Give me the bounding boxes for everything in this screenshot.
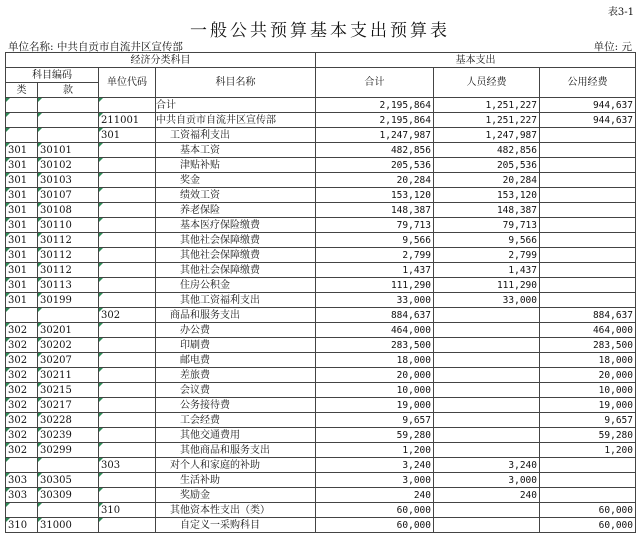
kuan-cell: 30199 (38, 293, 99, 308)
personnel-cell: 79,713 (434, 218, 540, 233)
econ-class-header: 经济分类科目 (6, 53, 316, 68)
table-row (6, 383, 636, 398)
table-row (6, 428, 636, 443)
subject-name-cell: 其他交通费用 (156, 428, 316, 443)
unit-code-cell (99, 248, 156, 263)
public-cell (540, 203, 636, 218)
lei-cell: 302 (6, 338, 38, 353)
unit-code-cell (99, 233, 156, 248)
total-cell: 2,195,864 (316, 113, 434, 128)
unit-code-cell (99, 98, 156, 113)
table-body (6, 98, 636, 533)
kuan-cell: 30101 (38, 143, 99, 158)
table-row (6, 443, 636, 458)
table-row (6, 128, 636, 143)
subject-name-cell: 工会经费 (156, 413, 316, 428)
subject-name-cell: 其他工资福利支出 (156, 293, 316, 308)
lei-cell: 302 (6, 383, 38, 398)
subject-code-header: 科目编码 (6, 68, 99, 83)
public-cell (540, 143, 636, 158)
personnel-cell: 240 (434, 488, 540, 503)
table-number: 表3-1 (607, 7, 634, 18)
personnel-cell: 1,251,227 (434, 113, 540, 128)
personnel-cell: 9,566 (434, 233, 540, 248)
table-row (6, 173, 636, 188)
lei-cell: 301 (6, 278, 38, 293)
public-cell (540, 233, 636, 248)
table-row (6, 218, 636, 233)
personnel-cell: 205,536 (434, 158, 540, 173)
subject-name-cell: 办公费 (156, 323, 316, 338)
kuan-header: 款 (38, 83, 99, 98)
lei-cell: 302 (6, 368, 38, 383)
kuan-cell: 30112 (38, 233, 99, 248)
subject-name-cell: 其他资本性支出（类） (156, 503, 316, 518)
subject-name-cell: 会议费 (156, 383, 316, 398)
kuan-cell: 30215 (38, 383, 99, 398)
unit-code-cell (99, 263, 156, 278)
table-row (6, 203, 636, 218)
total-cell: 111,290 (316, 278, 434, 293)
subject-name-cell: 养老保险 (156, 203, 316, 218)
personnel-cell: 482,856 (434, 143, 540, 158)
total-header: 合计 (316, 68, 434, 98)
table-row (6, 98, 636, 113)
table-row (6, 248, 636, 263)
unit-code-cell (99, 338, 156, 353)
lei-cell: 301 (6, 158, 38, 173)
total-cell: 19,000 (316, 398, 434, 413)
kuan-cell: 30108 (38, 203, 99, 218)
unit-code-cell (99, 428, 156, 443)
total-cell: 464,000 (316, 323, 434, 338)
table-row (6, 158, 636, 173)
subject-name-cell: 其他商品和服务支出 (156, 443, 316, 458)
unit-code-cell: 310 (99, 503, 156, 518)
public-cell: 944,637 (540, 98, 636, 113)
lei-cell: 302 (6, 443, 38, 458)
personnel-cell (434, 368, 540, 383)
personnel-cell (434, 308, 540, 323)
table-row (6, 458, 636, 473)
total-cell: 482,856 (316, 143, 434, 158)
total-cell: 1,437 (316, 263, 434, 278)
personnel-cell: 1,437 (434, 263, 540, 278)
lei-cell (6, 458, 38, 473)
table-row (6, 398, 636, 413)
public-cell (540, 278, 636, 293)
subject-name-header: 科目名称 (156, 68, 316, 98)
lei-cell: 302 (6, 398, 38, 413)
unit-code-cell (99, 443, 156, 458)
subject-name-cell: 其他社会保障缴费 (156, 248, 316, 263)
personnel-cell: 3,240 (434, 458, 540, 473)
lei-cell: 302 (6, 353, 38, 368)
public-cell: 10,000 (540, 383, 636, 398)
public-cell (540, 488, 636, 503)
subject-name-cell: 其他社会保障缴费 (156, 233, 316, 248)
lei-cell: 302 (6, 323, 38, 338)
unit-code-cell (99, 143, 156, 158)
personnel-cell (434, 503, 540, 518)
lei-cell: 303 (6, 488, 38, 503)
unit-code-cell (99, 188, 156, 203)
public-cell: 283,500 (540, 338, 636, 353)
lei-cell (6, 98, 38, 113)
total-cell: 153,120 (316, 188, 434, 203)
total-cell: 20,284 (316, 173, 434, 188)
subject-name-cell: 合计 (156, 98, 316, 113)
unit-code-cell (99, 203, 156, 218)
lei-header: 类 (6, 83, 38, 98)
personnel-cell: 1,247,987 (434, 128, 540, 143)
total-cell: 205,536 (316, 158, 434, 173)
kuan-cell: 30202 (38, 338, 99, 353)
unit-name: 单位名称: 中共自贡市自流井区宣传部 (8, 41, 183, 53)
public-cell: 884,637 (540, 308, 636, 323)
table-row (6, 308, 636, 323)
unit-code-cell: 302 (99, 308, 156, 323)
personnel-cell (434, 428, 540, 443)
total-cell: 148,387 (316, 203, 434, 218)
table-row (6, 488, 636, 503)
public-cell: 9,657 (540, 413, 636, 428)
public-cell: 60,000 (540, 518, 636, 533)
table-row (6, 368, 636, 383)
subject-name-cell: 绩效工资 (156, 188, 316, 203)
unit-code-cell (99, 173, 156, 188)
kuan-cell (38, 128, 99, 143)
table-row (6, 413, 636, 428)
personnel-cell (434, 353, 540, 368)
kuan-cell: 30112 (38, 263, 99, 278)
kuan-cell: 30239 (38, 428, 99, 443)
kuan-cell (38, 113, 99, 128)
lei-cell: 301 (6, 173, 38, 188)
lei-cell: 301 (6, 203, 38, 218)
personnel-cell: 153,120 (434, 188, 540, 203)
lei-cell: 301 (6, 293, 38, 308)
total-cell: 9,566 (316, 233, 434, 248)
unit-code-cell (99, 413, 156, 428)
table-row (6, 293, 636, 308)
unit-code-cell (99, 323, 156, 338)
personnel-cell (434, 443, 540, 458)
personnel-cell (434, 383, 540, 398)
personnel-cell: 20,284 (434, 173, 540, 188)
total-cell: 33,000 (316, 293, 434, 308)
table-row (6, 518, 636, 533)
public-cell: 19,000 (540, 398, 636, 413)
public-cell (540, 473, 636, 488)
lei-cell: 301 (6, 188, 38, 203)
unit-code-header: 单位代码 (99, 68, 156, 98)
unit-code-cell (99, 278, 156, 293)
kuan-cell: 30107 (38, 188, 99, 203)
unit-code-cell (99, 158, 156, 173)
unit-code-cell (99, 488, 156, 503)
unit-code-cell (99, 383, 156, 398)
lei-cell: 301 (6, 218, 38, 233)
total-cell: 10,000 (316, 383, 434, 398)
lei-cell: 301 (6, 248, 38, 263)
public-cell (540, 173, 636, 188)
kuan-cell: 30102 (38, 158, 99, 173)
public-cell (540, 188, 636, 203)
public-cell: 1,200 (540, 443, 636, 458)
lei-cell: 301 (6, 143, 38, 158)
subject-name-cell: 基本医疗保险缴费 (156, 218, 316, 233)
unit-code-cell (99, 368, 156, 383)
subject-name-cell: 奖励金 (156, 488, 316, 503)
subject-name-cell: 住房公积金 (156, 278, 316, 293)
kuan-cell: 30113 (38, 278, 99, 293)
lei-cell (6, 113, 38, 128)
table-row (6, 113, 636, 128)
subject-name-cell: 基本工资 (156, 143, 316, 158)
kuan-cell: 30305 (38, 473, 99, 488)
unit-code-cell (99, 398, 156, 413)
total-cell: 240 (316, 488, 434, 503)
total-cell: 79,713 (316, 218, 434, 233)
personnel-header: 人员经费 (434, 68, 540, 98)
table-row (6, 503, 636, 518)
public-cell (540, 293, 636, 308)
subject-name-cell: 邮电费 (156, 353, 316, 368)
total-cell: 2,799 (316, 248, 434, 263)
public-cell: 20,000 (540, 368, 636, 383)
personnel-cell: 111,290 (434, 278, 540, 293)
total-cell: 18,000 (316, 353, 434, 368)
total-cell: 1,200 (316, 443, 434, 458)
table-row (6, 233, 636, 248)
total-cell: 283,500 (316, 338, 434, 353)
personnel-cell: 2,799 (434, 248, 540, 263)
total-cell: 9,657 (316, 413, 434, 428)
personnel-cell: 33,000 (434, 293, 540, 308)
subject-name-cell: 奖金 (156, 173, 316, 188)
unit-code-cell (99, 293, 156, 308)
total-cell: 60,000 (316, 518, 434, 533)
unit-code-cell: 211001 (99, 113, 156, 128)
public-cell (540, 218, 636, 233)
personnel-cell: 1,251,227 (434, 98, 540, 113)
table-row (6, 323, 636, 338)
subject-name-cell: 津贴补贴 (156, 158, 316, 173)
total-cell: 884,637 (316, 308, 434, 323)
public-header: 公用经费 (540, 68, 636, 98)
subject-name-cell: 工资福利支出 (156, 128, 316, 143)
kuan-cell: 31000 (38, 518, 99, 533)
document-title: 一般公共预算基本支出预算表 (190, 21, 450, 41)
kuan-cell: 30299 (38, 443, 99, 458)
public-cell: 18,000 (540, 353, 636, 368)
currency-unit: 单位: 元 (593, 41, 632, 53)
personnel-cell (434, 413, 540, 428)
kuan-cell: 30211 (38, 368, 99, 383)
public-cell (540, 248, 636, 263)
unit-code-cell (99, 353, 156, 368)
lei-cell (6, 503, 38, 518)
kuan-cell (38, 503, 99, 518)
kuan-cell (38, 458, 99, 473)
unit-code-cell (99, 473, 156, 488)
personnel-cell (434, 323, 540, 338)
subject-name-cell: 商品和服务支出 (156, 308, 316, 323)
subject-name-cell: 生活补助 (156, 473, 316, 488)
kuan-cell: 30201 (38, 323, 99, 338)
kuan-cell: 30217 (38, 398, 99, 413)
public-cell (540, 158, 636, 173)
lei-cell: 302 (6, 413, 38, 428)
total-cell: 20,000 (316, 368, 434, 383)
total-cell: 59,280 (316, 428, 434, 443)
kuan-cell: 30309 (38, 488, 99, 503)
total-cell: 60,000 (316, 503, 434, 518)
unit-code-cell: 301 (99, 128, 156, 143)
kuan-cell: 30103 (38, 173, 99, 188)
kuan-cell (38, 98, 99, 113)
subject-name-cell: 自定义一采购科目 (156, 518, 316, 533)
lei-cell: 303 (6, 473, 38, 488)
public-cell (540, 263, 636, 278)
subject-name-cell: 公务接待费 (156, 398, 316, 413)
table-row (6, 188, 636, 203)
basic-expense-header: 基本支出 (316, 53, 636, 68)
kuan-cell: 30228 (38, 413, 99, 428)
lei-cell: 301 (6, 233, 38, 248)
table-row (6, 473, 636, 488)
public-cell (540, 458, 636, 473)
public-cell (540, 128, 636, 143)
table-row (6, 338, 636, 353)
table-row (6, 143, 636, 158)
subject-name-cell: 中共自贡市自流井区宣传部 (156, 113, 316, 128)
public-cell: 944,637 (540, 113, 636, 128)
total-cell: 2,195,864 (316, 98, 434, 113)
subject-name-cell: 对个人和家庭的补助 (156, 458, 316, 473)
lei-cell (6, 128, 38, 143)
personnel-cell: 3,000 (434, 473, 540, 488)
personnel-cell (434, 518, 540, 533)
kuan-cell: 30207 (38, 353, 99, 368)
total-cell: 1,247,987 (316, 128, 434, 143)
total-cell: 3,240 (316, 458, 434, 473)
subject-name-cell: 印刷费 (156, 338, 316, 353)
public-cell: 60,000 (540, 503, 636, 518)
lei-cell: 310 (6, 518, 38, 533)
kuan-cell: 30112 (38, 248, 99, 263)
public-cell: 464,000 (540, 323, 636, 338)
table-row (6, 353, 636, 368)
kuan-cell: 30110 (38, 218, 99, 233)
personnel-cell (434, 338, 540, 353)
unit-code-cell (99, 218, 156, 233)
table-row (6, 278, 636, 293)
budget-table (5, 52, 636, 533)
subject-name-cell: 差旅费 (156, 368, 316, 383)
lei-cell: 301 (6, 263, 38, 278)
public-cell: 59,280 (540, 428, 636, 443)
lei-cell: 302 (6, 428, 38, 443)
subject-name-cell: 其他社会保障缴费 (156, 263, 316, 278)
personnel-cell: 148,387 (434, 203, 540, 218)
unit-code-cell: 303 (99, 458, 156, 473)
lei-cell (6, 308, 38, 323)
personnel-cell (434, 398, 540, 413)
unit-code-cell (99, 518, 156, 533)
table-row (6, 263, 636, 278)
kuan-cell (38, 308, 99, 323)
total-cell: 3,000 (316, 473, 434, 488)
